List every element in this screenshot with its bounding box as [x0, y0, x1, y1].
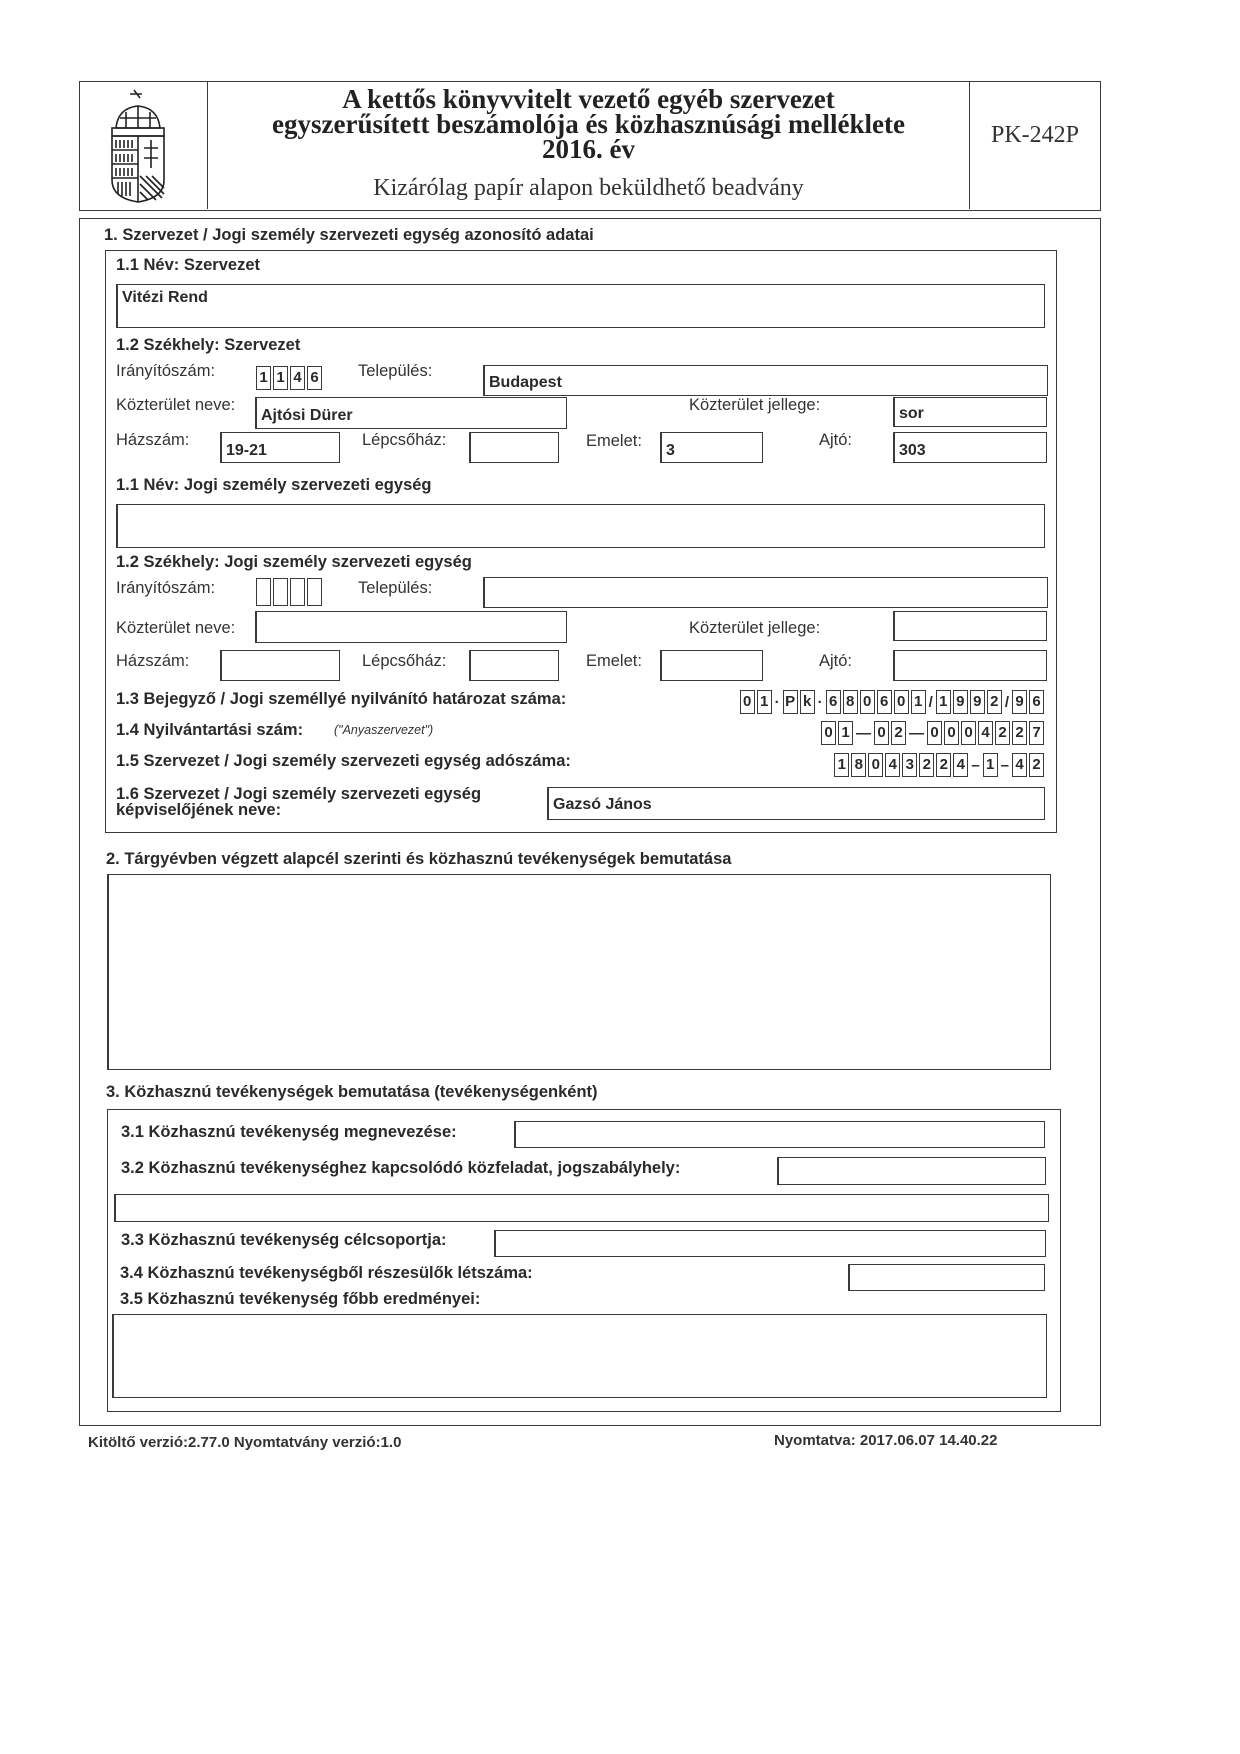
zip-digit: 6	[307, 366, 322, 390]
resolution-number-field[interactable]	[740, 690, 1046, 714]
representative-label-line2: képviselőjének neve:	[116, 801, 282, 819]
char-cell: 1	[936, 690, 951, 714]
separator: —	[909, 724, 924, 742]
char-cell: 2	[1012, 721, 1027, 745]
logo-cell	[80, 82, 208, 209]
unit-house-field[interactable]	[220, 650, 340, 681]
char-cell: 4	[953, 753, 968, 777]
org-city-label: Település:	[358, 362, 433, 380]
char-cell: 7	[1029, 721, 1044, 745]
char-cell: 9	[1012, 690, 1027, 714]
form-title-year: 2016. év	[542, 134, 635, 164]
char-cell: 0	[740, 690, 755, 714]
zip-digit	[273, 578, 288, 606]
org-seat-label: 1.2 Székhely: Szervezet	[116, 336, 301, 354]
unit-street-type-label: Közterület jellege:	[689, 619, 821, 637]
unit-city-field[interactable]	[483, 577, 1048, 608]
unit-stair-label: Lépcsőház:	[362, 652, 447, 670]
org-city-field[interactable]: Budapest	[483, 365, 1048, 396]
unit-zip-field[interactable]	[256, 578, 324, 606]
beneficiaries-field[interactable]	[848, 1264, 1045, 1291]
char-cell: 6	[877, 690, 892, 714]
org-house-field[interactable]: 19-21	[220, 432, 340, 463]
char-cell: 8	[851, 753, 866, 777]
unit-name-field[interactable]	[116, 504, 1045, 548]
zip-digit	[256, 578, 271, 606]
char-cell: 1	[834, 753, 849, 777]
unit-zip-label: Irányítószám:	[116, 579, 216, 597]
form-code: PK-242P	[990, 122, 1080, 148]
org-stair-field[interactable]	[469, 432, 559, 463]
unit-house-label: Házszám:	[116, 652, 190, 670]
separator: –	[1000, 756, 1009, 774]
char-cell: 0	[821, 721, 836, 745]
activity-name-field[interactable]	[514, 1121, 1045, 1148]
char-cell: 4	[1012, 753, 1027, 777]
section2-activities-field[interactable]	[107, 874, 1051, 1070]
activity-name-label: 3.1 Közhasznú tevékenység megnevezése:	[121, 1123, 457, 1141]
char-cell: 1	[911, 690, 926, 714]
char-cell: 0	[868, 753, 883, 777]
separator: /	[928, 693, 933, 711]
char-cell: 2	[1029, 753, 1044, 777]
results-field[interactable]	[112, 1314, 1047, 1398]
char-cell: 0	[874, 721, 889, 745]
unit-stair-field[interactable]	[469, 650, 559, 681]
section2-title: 2. Tárgyévben végzett alapcél szerinti és közhasznú tevékenységek bemutatása	[106, 850, 732, 868]
zip-digit	[290, 578, 305, 606]
zip-digit: 1	[256, 366, 271, 390]
char-cell: 0	[927, 721, 942, 745]
char-cell: 1	[838, 721, 853, 745]
char-cell: 1	[757, 690, 772, 714]
public-task-field-continued[interactable]	[114, 1194, 1049, 1222]
unit-street-type-field[interactable]	[893, 611, 1047, 641]
registry-number-field[interactable]	[821, 721, 1046, 745]
separator: ·	[774, 693, 780, 711]
char-cell: 4	[978, 721, 993, 745]
public-task-label: 3.2 Közhasznú tevékenységhez kapcsolódó közfeladat, jogszabályhely:	[121, 1159, 681, 1177]
unit-seat-label: 1.2 Székhely: Jogi személy szervezeti egység	[116, 553, 472, 571]
public-task-field[interactable]	[777, 1157, 1046, 1185]
char-cell: 4	[885, 753, 900, 777]
separator: ·	[817, 693, 823, 711]
tax-number-field[interactable]	[834, 753, 1046, 777]
char-cell: 2	[995, 721, 1010, 745]
org-name-field[interactable]: Vitézi Rend	[116, 284, 1045, 328]
org-zip-label: Irányítószám:	[116, 362, 216, 380]
separator: –	[971, 756, 980, 774]
separator: —	[856, 724, 871, 742]
char-cell: 2	[936, 753, 951, 777]
registry-label: 1.4 Nyilvántartási szám:	[116, 721, 304, 739]
org-street-field[interactable]: Ajtósi Dürer	[255, 397, 567, 429]
target-group-field[interactable]	[494, 1230, 1046, 1257]
unit-street-label: Közterület neve:	[116, 619, 236, 637]
char-cell: 0	[961, 721, 976, 745]
form-title-line2: egyszerűsített beszámolója és közhasznúsági melléklete	[272, 109, 905, 139]
char-cell: 8	[843, 690, 858, 714]
form-title-line1: A kettős könyvvitelt vezető egyéb szervezet	[342, 84, 835, 114]
char-cell: P	[783, 690, 798, 714]
org-floor-label: Emelet:	[586, 432, 642, 450]
char-cell: 2	[891, 721, 906, 745]
zip-digit	[307, 578, 322, 606]
print-timestamp: Nyomtatva: 2017.06.07 14.40.22	[774, 1432, 998, 1449]
org-name-label: 1.1 Név: Szervezet	[116, 256, 260, 274]
char-cell: 1	[983, 753, 998, 777]
unit-floor-field[interactable]	[660, 650, 763, 681]
version-info: Kitöltő verzió:2.77.0 Nyomtatvány verzió:1.0	[88, 1434, 402, 1451]
char-cell: 6	[826, 690, 841, 714]
unit-street-field[interactable]	[255, 611, 567, 643]
org-door-field[interactable]: 303	[893, 432, 1047, 463]
representative-field[interactable]: Gazsó János	[547, 787, 1045, 820]
unit-door-field[interactable]	[893, 650, 1047, 681]
unit-city-label: Település:	[358, 579, 433, 597]
char-cell: 9	[953, 690, 968, 714]
header-box	[79, 81, 1101, 211]
org-stair-label: Lépcsőház:	[362, 431, 447, 449]
beneficiaries-label: 3.4 Közhasznú tevékenységből részesülők létszáma:	[120, 1264, 533, 1282]
org-street-type-label: Közterület jellege:	[689, 396, 821, 414]
char-cell: 0	[860, 690, 875, 714]
org-door-label: Ajtó:	[819, 431, 853, 449]
char-cell: k	[800, 690, 815, 714]
zip-digit: 1	[273, 366, 288, 390]
unit-door-label: Ajtó:	[819, 652, 853, 670]
section1-title: 1. Szervezet / Jogi személy szervezeti egység azonosító adatai	[104, 226, 594, 244]
unit-floor-label: Emelet:	[586, 652, 642, 670]
section3-title: 3. Közhasznú tevékenységek bemutatása (tevékenységenként)	[106, 1083, 598, 1101]
char-cell: 6	[1029, 690, 1044, 714]
zip-digit: 4	[290, 366, 305, 390]
coat-of-arms-icon	[106, 88, 170, 203]
org-house-label: Házszám:	[116, 431, 190, 449]
unit-name-label: 1.1 Név: Jogi személy szervezeti egység	[116, 476, 432, 494]
separator: /	[1004, 693, 1009, 711]
char-cell: 2	[919, 753, 934, 777]
tax-number-label: 1.5 Szervezet / Jogi személy szervezeti egység adószáma:	[116, 752, 571, 770]
target-group-label: 3.3 Közhasznú tevékenység célcsoportja:	[121, 1231, 447, 1249]
org-floor-field[interactable]: 3	[660, 432, 763, 463]
char-cell: 2	[987, 690, 1002, 714]
org-street-type-field[interactable]: sor	[893, 397, 1047, 427]
org-zip-field[interactable]	[256, 366, 324, 390]
char-cell: 0	[894, 690, 909, 714]
title-cell	[208, 82, 970, 209]
form-subtitle: Kizárólag papír alapon beküldhető beadvány	[373, 175, 804, 201]
registry-note: ("Anyaszervezet")	[334, 723, 434, 737]
char-cell: 0	[944, 721, 959, 745]
resolution-label: 1.3 Bejegyző / Jogi személlyé nyilvánító határozat száma:	[116, 690, 567, 708]
representative-label-line1: 1.6 Szervezet / Jogi személy szervezeti egység	[116, 785, 482, 803]
org-street-label: Közterület neve:	[116, 396, 236, 414]
results-label: 3.5 Közhasznú tevékenység főbb eredményei:	[120, 1290, 481, 1308]
char-cell: 3	[902, 753, 917, 777]
char-cell: 9	[970, 690, 985, 714]
